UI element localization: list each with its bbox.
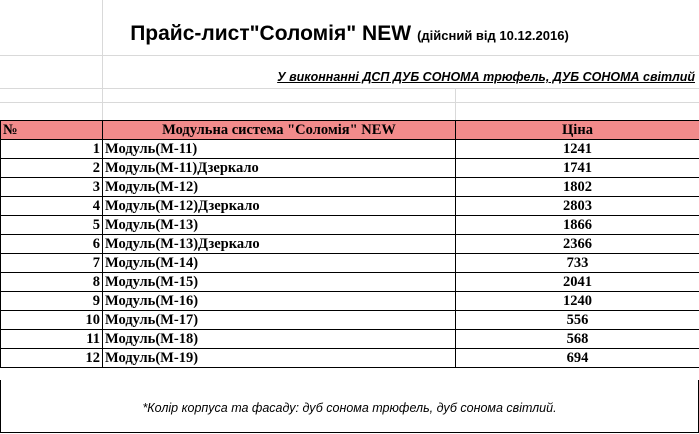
column-header-name[interactable]: Модульна система "Соломія" NEW: [103, 121, 456, 140]
table-row: [1, 159, 699, 178]
cell-num[interactable]: 1: [1, 140, 103, 159]
table-row: [1, 349, 699, 368]
column-header-price[interactable]: Ціна: [456, 121, 699, 140]
cell-name[interactable]: Модуль(М-15): [103, 273, 456, 292]
gridline: [0, 102, 699, 103]
table-row: [1, 178, 699, 197]
gridline: [455, 88, 456, 120]
cell-name[interactable]: Модуль(М-17): [103, 311, 456, 330]
table-row: [1, 292, 699, 311]
cell-price[interactable]: 2041: [456, 273, 699, 292]
cell-num[interactable]: 9: [1, 292, 103, 311]
table-header-row: [1, 121, 699, 140]
table-row: [1, 273, 699, 292]
cell-price[interactable]: 694: [456, 349, 699, 368]
table-row: [1, 235, 699, 254]
table-row: [1, 216, 699, 235]
table-row: [1, 311, 699, 330]
cell-price[interactable]: 733: [456, 254, 699, 273]
cell-num[interactable]: 12: [1, 349, 103, 368]
table-row: [1, 140, 699, 159]
cell-name[interactable]: Модуль(М-12): [103, 178, 456, 197]
table-body: [1, 140, 699, 368]
cell-price[interactable]: 2366: [456, 235, 699, 254]
title-validity: (дійсний від 10.12.2016): [417, 28, 569, 43]
cell-price[interactable]: 1866: [456, 216, 699, 235]
color-footnote: *Колір корпуса та фасаду: дуб сонома трюфель, дуб сонома світлий.: [142, 401, 557, 415]
cell-num[interactable]: 11: [1, 330, 103, 349]
cell-price[interactable]: 2803: [456, 197, 699, 216]
cell-price[interactable]: 1802: [456, 178, 699, 197]
cell-price[interactable]: 1741: [456, 159, 699, 178]
cell-num[interactable]: 6: [1, 235, 103, 254]
cell-name[interactable]: Модуль(М-16): [103, 292, 456, 311]
column-header-num[interactable]: №: [1, 121, 103, 140]
price-table: [0, 120, 699, 368]
cell-name[interactable]: Модуль(М-11): [103, 140, 456, 159]
cell-price[interactable]: 1240: [456, 292, 699, 311]
cell-price[interactable]: 568: [456, 330, 699, 349]
cell-price[interactable]: 1241: [456, 140, 699, 159]
title-main: Прайс-лист"Соломія" NEW: [130, 22, 412, 45]
cell-price[interactable]: 556: [456, 311, 699, 330]
page-title: [0, 22, 699, 46]
cell-num[interactable]: 4: [1, 197, 103, 216]
table-row: [1, 330, 699, 349]
material-subtitle: У виконнанні ДСП ДУБ СОНОМА трюфель, ДУБ СОНОМА світлий: [277, 70, 695, 84]
cell-name[interactable]: Модуль(М-14): [103, 254, 456, 273]
cell-num[interactable]: 10: [1, 311, 103, 330]
table-row: [1, 254, 699, 273]
cell-name[interactable]: Модуль(М-13): [103, 216, 456, 235]
cell-name[interactable]: Модуль(М-13)Дзеркало: [103, 235, 456, 254]
cell-num[interactable]: 7: [1, 254, 103, 273]
cell-name[interactable]: Модуль(М-12)Дзеркало: [103, 197, 456, 216]
cell-num[interactable]: 3: [1, 178, 103, 197]
cell-name[interactable]: Модуль(М-19): [103, 349, 456, 368]
table-row: [1, 197, 699, 216]
gridline: [0, 55, 699, 56]
cell-num[interactable]: 5: [1, 216, 103, 235]
cell-name[interactable]: Модуль(М-18): [103, 330, 456, 349]
cell-name[interactable]: Модуль(М-11)Дзеркало: [103, 159, 456, 178]
cell-num[interactable]: 2: [1, 159, 103, 178]
cell-num[interactable]: 8: [1, 273, 103, 292]
gridline: [0, 88, 699, 89]
